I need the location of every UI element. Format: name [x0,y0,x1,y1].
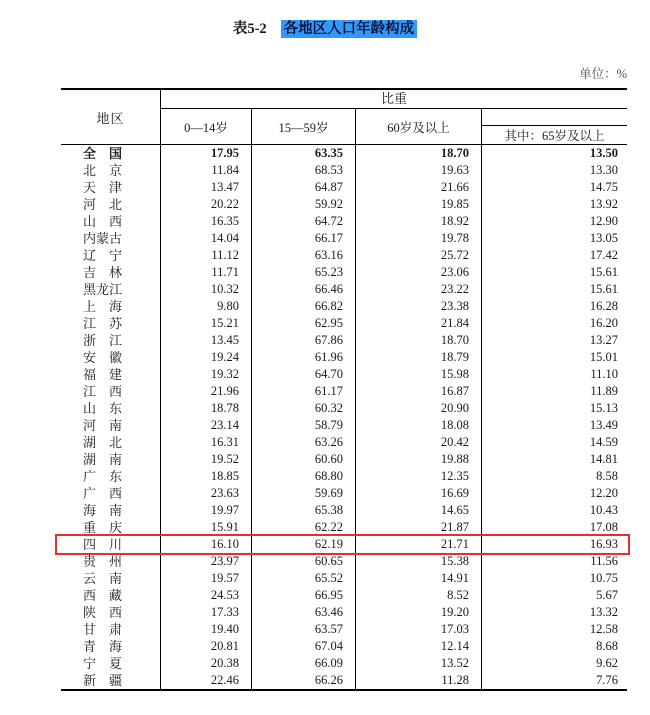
table-row [61,655,627,672]
value-cell: 13.92 [589,197,618,211]
region-name: 四 川 [61,536,161,553]
table-row [61,485,627,502]
value-cell: 65.38 [252,502,356,519]
table-row [61,213,627,230]
value-cell: 15.38 [356,553,482,570]
region-column-header: 地区 [61,90,161,144]
value-cell: 23.38 [356,298,482,315]
value-cell: 15.01 [589,350,618,364]
population-age-table [61,88,627,691]
value-cell: 17.42 [589,248,618,262]
region-name: 宁 夏 [61,655,161,672]
value-cell: 21.66 [356,179,482,196]
region-name: 江 苏 [61,315,161,332]
value-cell: 13.49 [589,418,618,432]
table-row [61,315,627,332]
value-cell: 22.46 [161,672,252,689]
value-cell: 15.61 [589,265,618,279]
value-cell: 12.20 [589,486,618,500]
region-name: 北 京 [61,162,161,179]
value-cell: 66.26 [252,672,356,689]
value-cell: 21.71 [356,536,482,553]
value-cell: 13.52 [356,655,482,672]
value-cell: 12.35 [356,468,482,485]
value-cell: 59.92 [252,196,356,213]
value-cell: 11.12 [161,247,252,264]
value-cell: 8.68 [596,639,618,653]
value-cell: 15.61 [589,282,618,296]
value-cell: 63.46 [252,604,356,621]
value-cell: 67.04 [252,638,356,655]
value-cell: 11.84 [161,162,252,179]
value-cell: 18.78 [161,400,252,417]
table-row [61,638,627,655]
value-cell: 11.56 [590,554,618,568]
table-row [61,179,627,196]
region-name: 天 津 [61,179,161,196]
table-row [61,400,627,417]
value-cell: 60.60 [252,451,356,468]
region-name: 河 北 [61,196,161,213]
value-cell: 64.72 [252,213,356,230]
value-cell: 62.19 [252,536,356,553]
table-row [61,264,627,281]
value-cell: 23.06 [356,264,482,281]
value-cell: 10.75 [589,571,618,585]
value-cell: 17.33 [161,604,252,621]
value-cell: 10.43 [589,503,618,517]
region-name: 辽 宁 [61,247,161,264]
value-cell: 9.80 [161,298,252,315]
table-row [61,298,627,315]
table-number-label: 表5-2 [232,21,267,37]
value-cell: 14.81 [589,452,618,466]
region-name: 云 南 [61,570,161,587]
value-cell: 66.82 [252,298,356,315]
selected-title-text: 各地区人口年龄构成 [281,20,418,38]
value-cell: 16.31 [161,434,252,451]
value-cell: 23.97 [161,553,252,570]
value-cell: 15.21 [161,315,252,332]
value-cell: 18.70 [356,332,482,349]
region-name: 海 南 [61,502,161,519]
value-cell: 61.96 [252,349,356,366]
value-cell: 66.95 [252,587,356,604]
value-cell: 14.91 [356,570,482,587]
value-cell: 21.96 [161,383,252,400]
value-cell: 16.28 [589,299,618,313]
value-cell: 13.45 [161,332,252,349]
value-cell: 11.28 [356,672,482,689]
table-row [61,434,627,451]
value-cell: 20.38 [161,655,252,672]
sub-header-row [161,109,627,144]
table-row [61,587,627,604]
value-cell: 64.70 [252,366,356,383]
region-name: 福 建 [61,366,161,383]
region-name: 广 西 [61,485,161,502]
value-cell: 62.95 [252,315,356,332]
value-cell: 18.70 [356,145,482,162]
value-cell: 59.69 [252,485,356,502]
value-cell: 16.35 [161,213,252,230]
table-row [61,519,627,536]
table-row [61,281,627,298]
value-cell: 25.72 [356,247,482,264]
value-cell: 20.22 [161,196,252,213]
value-cell: 23.63 [161,485,252,502]
value-cell: 11.10 [590,367,618,381]
value-cell: 8.58 [596,469,618,483]
value-cell: 68.53 [252,162,356,179]
table-row [61,145,627,162]
table-row [61,502,627,519]
table-row [61,672,627,689]
value-cell: 16.10 [161,536,252,553]
value-cell: 15.91 [161,519,252,536]
value-cell: 66.46 [252,281,356,298]
table-row [61,247,627,264]
col-header-age-65-plus-wrap [482,109,627,144]
unit-label: 单位：% [579,67,627,81]
value-cell: 66.17 [252,230,356,247]
region-name: 上 海 [61,298,161,315]
value-cell: 19.52 [161,451,252,468]
value-cell: 19.57 [161,570,252,587]
table-row [61,553,627,570]
table-row [61,604,627,621]
value-cell: 13.30 [589,163,618,177]
value-cell: 13.47 [161,179,252,196]
value-cell: 19.88 [356,451,482,468]
value-cell: 19.32 [161,366,252,383]
value-cell: 20.42 [356,434,482,451]
value-cell: 13.32 [589,605,618,619]
col-header-age-0-14: 0—14岁 [161,109,252,144]
table-row [61,451,627,468]
value-cell: 17.95 [161,145,252,162]
value-cell: 14.75 [589,180,618,194]
value-cell: 63.16 [252,247,356,264]
value-cell: 12.90 [589,214,618,228]
value-cell: 24.53 [161,587,252,604]
table-row [61,196,627,213]
table-row-highlighted [61,536,627,553]
region-name: 内蒙古 [61,230,161,247]
value-cell: 62.22 [252,519,356,536]
value-cell: 19.20 [356,604,482,621]
value-cell: 21.84 [356,315,482,332]
value-cell: 16.87 [356,383,482,400]
value-cell: 18.92 [356,213,482,230]
value-cell: 68.80 [252,468,356,485]
value-cell: 21.87 [356,519,482,536]
region-name: 山 东 [61,400,161,417]
value-cell: 16.20 [589,316,618,330]
value-cell: 19.40 [161,621,252,638]
value-cell: 19.85 [356,196,482,213]
value-cell: 23.14 [161,417,252,434]
value-cell: 18.79 [356,349,482,366]
table-row [61,417,627,434]
region-name: 重 庆 [61,519,161,536]
value-cell: 11.89 [590,384,618,398]
value-cell: 19.63 [356,162,482,179]
value-cell: 16.69 [356,485,482,502]
value-cell: 66.09 [252,655,356,672]
table-row [61,230,627,247]
value-cell: 13.27 [589,333,618,347]
value-cell: 15.13 [589,401,618,415]
region-name: 西 藏 [61,587,161,604]
header-right-group [161,90,627,144]
region-name: 贵 州 [61,553,161,570]
region-name: 湖 北 [61,434,161,451]
value-cell: 10.32 [161,281,252,298]
value-cell: 63.35 [252,145,356,162]
value-cell: 65.23 [252,264,356,281]
col-header-age-15-59: 15—59岁 [252,109,356,144]
value-cell: 12.58 [589,622,618,636]
region-name: 黑龙江 [61,281,161,298]
proportion-group-header: 比重 [161,90,627,109]
value-cell: 14.04 [161,230,252,247]
value-cell: 18.08 [356,417,482,434]
table-row [61,332,627,349]
value-cell: 23.22 [356,281,482,298]
value-cell: 15.98 [356,366,482,383]
value-cell: 19.97 [161,502,252,519]
value-cell: 16.93 [589,537,618,551]
value-cell: 19.24 [161,349,252,366]
value-cell: 64.87 [252,179,356,196]
table-row [61,349,627,366]
region-name: 浙 江 [61,332,161,349]
value-cell: 65.52 [252,570,356,587]
table-header [61,90,627,145]
value-cell: 18.85 [161,468,252,485]
value-cell: 63.26 [252,434,356,451]
value-cell: 19.78 [356,230,482,247]
value-cell: 58.79 [252,417,356,434]
region-name: 吉 林 [61,264,161,281]
col-header-age-60-plus: 60岁及以上 [356,109,482,144]
region-name: 青 海 [61,638,161,655]
region-name: 广 东 [61,468,161,485]
value-cell: 20.90 [356,400,482,417]
value-cell: 60.65 [252,553,356,570]
value-cell: 61.17 [252,383,356,400]
region-name: 全 国 [61,145,161,162]
col-header-age-65-plus: 其中：65岁及以上 [481,125,627,144]
region-name: 安 徽 [61,349,161,366]
value-cell: 12.14 [356,638,482,655]
region-name: 湖 南 [61,451,161,468]
table-row [61,468,627,485]
value-cell: 60.32 [252,400,356,417]
value-cell: 9.62 [596,656,618,670]
region-name: 河 南 [61,417,161,434]
table-row [61,383,627,400]
value-cell: 17.08 [589,520,618,534]
value-cell: 11.71 [161,264,252,281]
page-title [0,17,650,38]
region-name: 陕 西 [61,604,161,621]
region-name: 山 西 [61,213,161,230]
region-name: 新 疆 [61,672,161,689]
value-cell: 7.76 [596,673,618,687]
value-cell: 17.03 [356,621,482,638]
value-cell: 8.52 [356,587,482,604]
value-cell: 13.05 [589,231,618,245]
value-cell: 67.86 [252,332,356,349]
table-row [61,570,627,587]
region-name: 江 西 [61,383,161,400]
table-row [61,162,627,179]
table-row [61,621,627,638]
value-cell: 5.67 [596,588,618,602]
table-row [61,366,627,383]
value-cell: 20.81 [161,638,252,655]
region-name: 甘 肃 [61,621,161,638]
value-cell: 13.50 [589,146,618,160]
value-cell: 14.65 [356,502,482,519]
value-cell: 14.59 [589,435,618,449]
value-cell: 63.57 [252,621,356,638]
table-body [61,145,627,689]
